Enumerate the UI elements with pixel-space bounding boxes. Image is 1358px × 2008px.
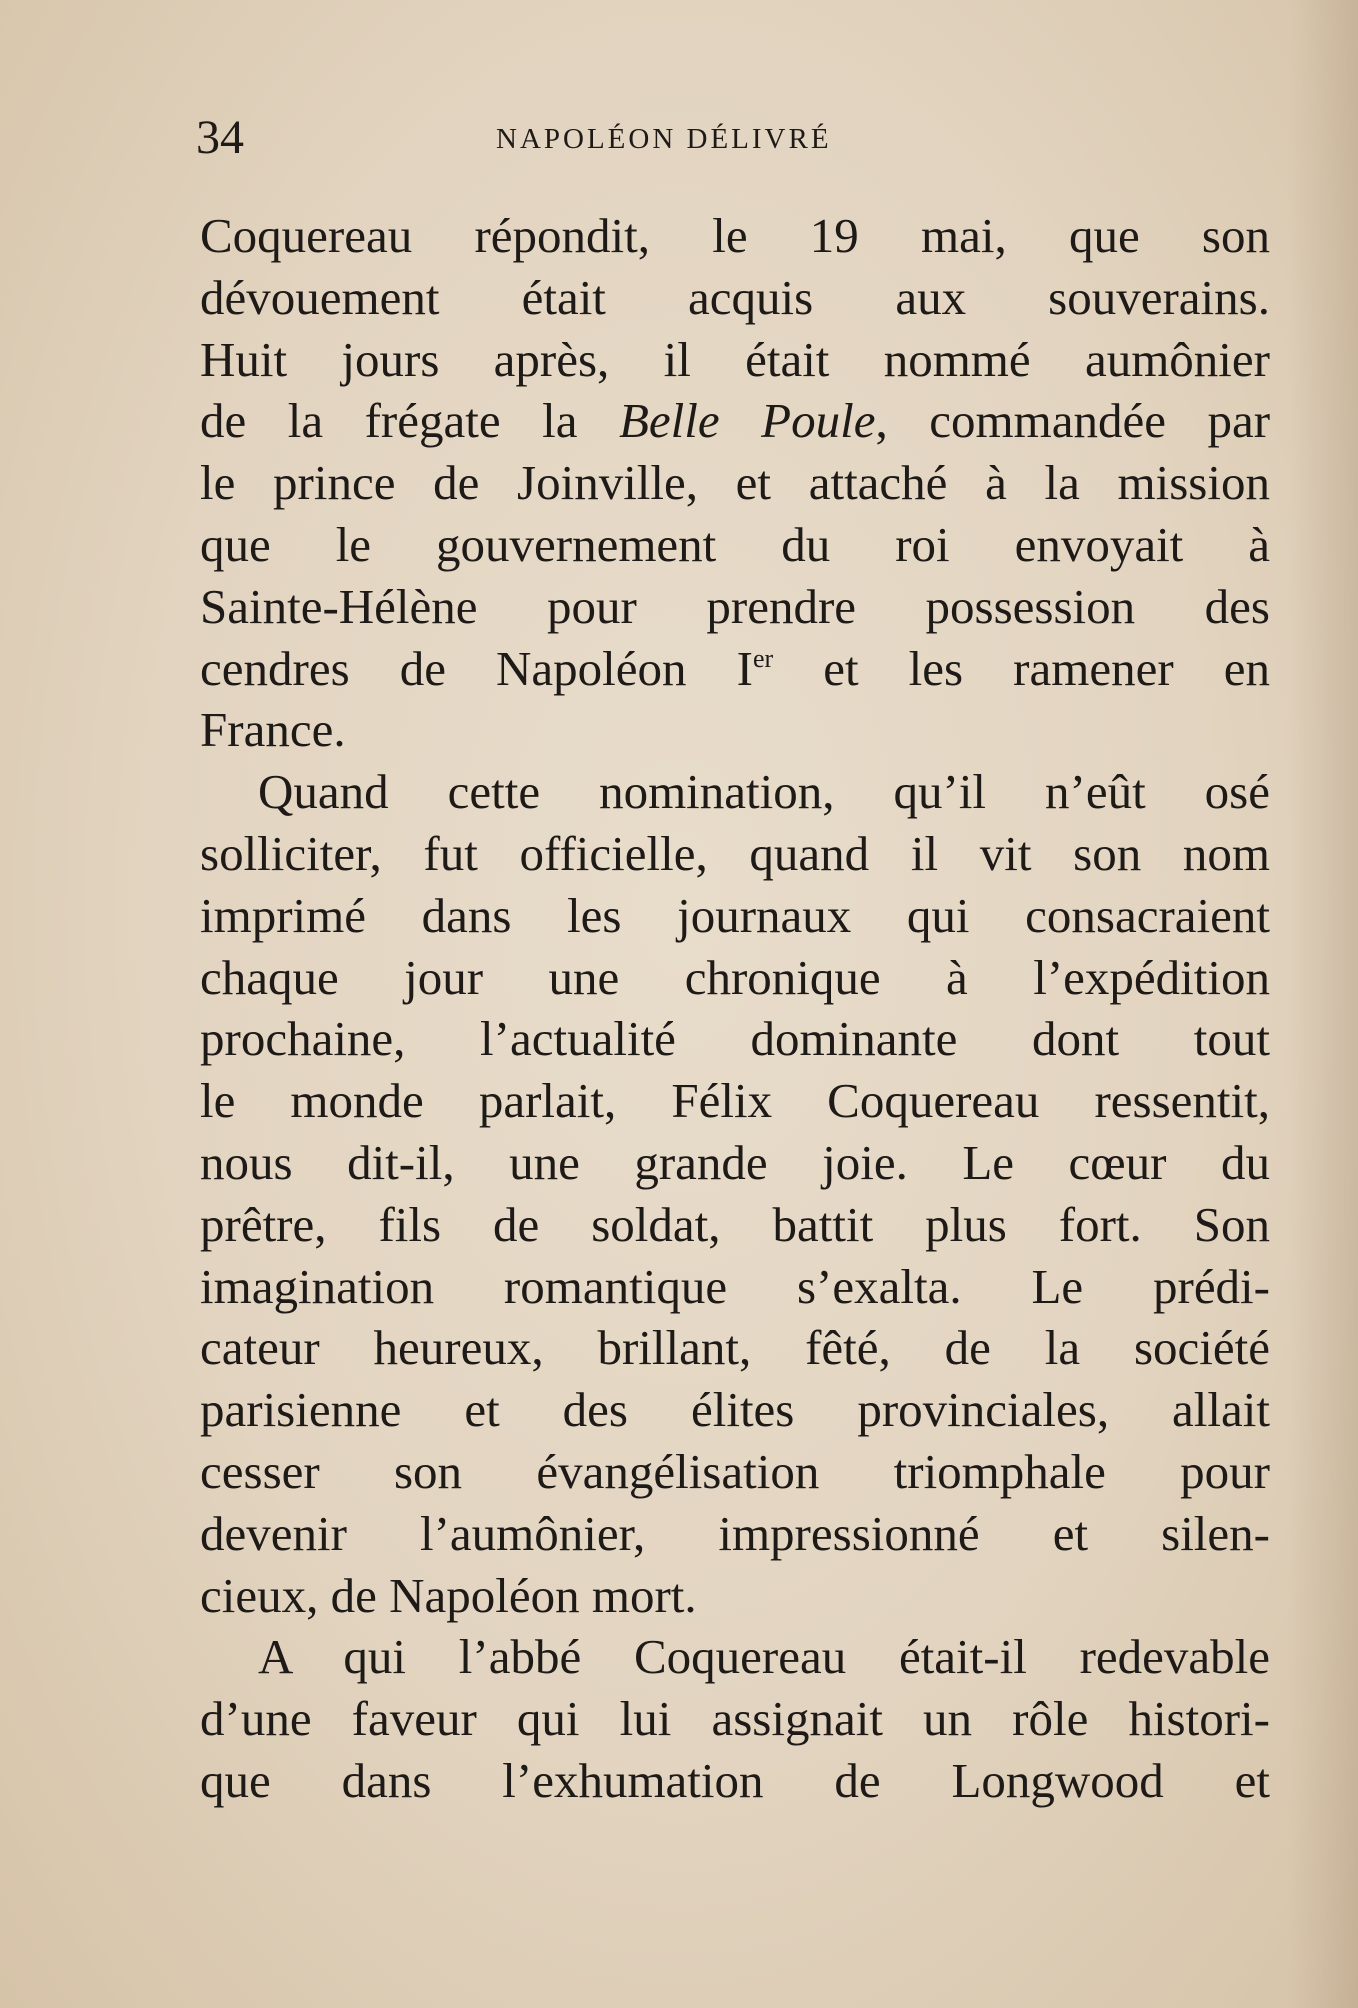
text-fragment: de la frégate la <box>200 393 619 449</box>
text-line: que le gouvernement du roi envoyait à <box>200 516 1270 572</box>
text-line: devenir l’aumônier, impressionné et silen- <box>200 1505 1270 1561</box>
text-fragment: et les ramener en <box>773 640 1270 696</box>
text-line: imprimé dans les journaux qui consacraient <box>200 887 1270 943</box>
text-line: nous dit-il, une grande joie. Le cœur du <box>200 1134 1270 1190</box>
text-line: Coquereau répondit, le 19 mai, que son <box>200 208 1270 263</box>
text-line <box>200 638 1270 700</box>
text-line: prochaine, l’actualité dominante dont tout <box>200 1011 1270 1067</box>
text-line: cesser son évangélisation triomphale pour <box>200 1443 1270 1499</box>
text-line <box>200 390 1270 452</box>
ship-name: Belle Poule <box>619 393 876 449</box>
text-line: que dans l’exhumation de Longwood et <box>200 1752 1270 1808</box>
text-line: prêtre, fils de soldat, battit plus fort. Son <box>200 1196 1270 1252</box>
text-fragment: cendres de Napoléon I <box>200 640 753 696</box>
page-number: 34 <box>196 111 244 164</box>
text-line: Quand cette nomination, qu’il n’eût osé <box>258 764 1270 820</box>
text-fragment: , commandée par <box>875 393 1271 449</box>
text-line: France. <box>200 702 346 758</box>
text-line: parisienne et des élites provinciales, allait <box>200 1382 1270 1438</box>
superscript: er <box>752 643 774 673</box>
text-line: le prince de Joinville, et attaché à la mission <box>200 455 1270 511</box>
text-line: A qui l’abbé Coquereau était-il redevable <box>258 1629 1270 1685</box>
page-edge-shadow <box>1288 0 1358 2008</box>
text-line: le monde parlait, Félix Coquereau ressentit, <box>200 1073 1270 1129</box>
text-line: Sainte-Hélène pour prendre possession des <box>200 578 1270 634</box>
text-line: dévouement était acquis aux souverains. <box>200 269 1270 325</box>
text-line: cateur heureux, brillant, fêté, de la société <box>200 1320 1270 1376</box>
text-line: Huit jours après, il était nommé aumônier <box>200 331 1270 387</box>
running-title: NAPOLÉON DÉLIVRÉ <box>496 123 832 155</box>
page-header <box>196 108 1266 168</box>
text-line: d’une faveur qui lui assignait un rôle histori- <box>200 1691 1270 1747</box>
text-line: imagination romantique s’exalta. Le prédi- <box>200 1258 1270 1314</box>
body-text <box>200 205 1270 1812</box>
text-line: chaque jour une chronique à l’expédition <box>200 949 1270 1005</box>
text-line: cieux, de Napoléon mort. <box>200 1567 697 1623</box>
text-line: solliciter, fut officielle, quand il vit son nom <box>200 825 1270 881</box>
